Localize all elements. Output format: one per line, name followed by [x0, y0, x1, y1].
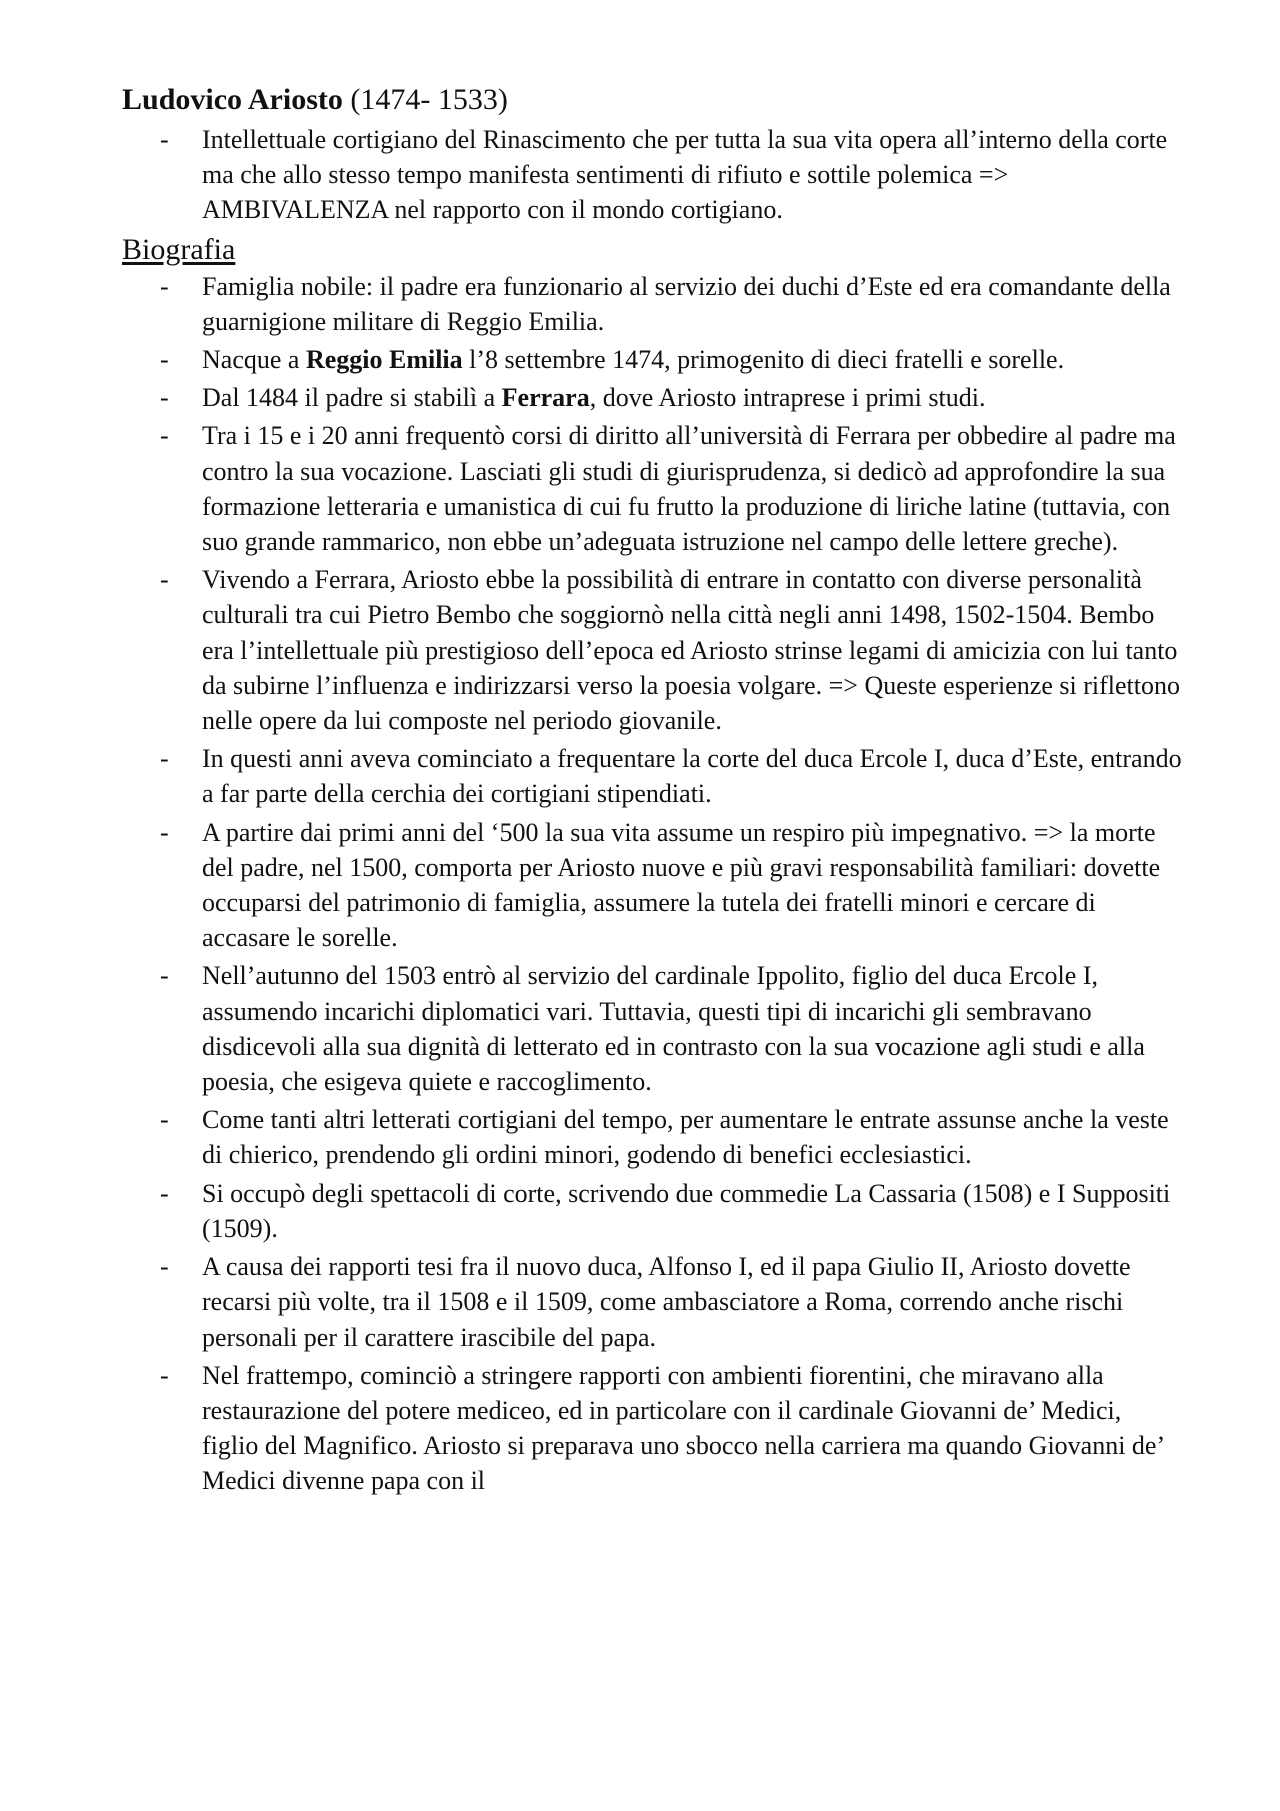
list-item-text-bold: Ferrara [501, 383, 590, 413]
list-item-text-post: , dove Ariosto intraprese i primi studi. [589, 383, 986, 413]
list-item-text: Nell’autunno del 1503 entrò al servizio del cardinale Ippolito, figlio del duca Ercole I, assumendo incarichi diplomatici vari. Tuttavia, questi tipi di incarichi gli sembravano disdicevoli alla sua dignità di letterato ed in contrasto con la sua vocazione agli studi e alla poesia, che esigeva quiete e raccoglimento. [202, 961, 1145, 1097]
bullet-dash: - [160, 271, 169, 301]
list-item [122, 380, 1182, 415]
list-item-text: In questi anni aveva cominciato a frequentare la corte del duca Ercole I, duca d’Este, entrando a far parte della cerchia dei cortigiani stipendiati. [202, 744, 1182, 809]
list-item [122, 418, 1182, 559]
bullet-dash: - [160, 383, 169, 413]
list-item [122, 1249, 1182, 1355]
list-item-text-bold: Reggio Emilia [305, 345, 463, 375]
page-title [122, 78, 1182, 122]
list-item [122, 269, 1182, 339]
list-item-text: A partire dai primi anni del ‘500 la sua vita assume un respiro più impegnativo. => la morte del padre, nel 1500, comporta per Ariosto nuove e più gravi responsabilità familiari: dovette occuparsi del patrimonio di famiglia, assumere la tutela dei fratelli minori e cercare di accasare le sorelle. [202, 817, 1161, 953]
list-item-text: Famiglia nobile: il padre era funzionario al servizio dei duchi d’Este ed era comandante della guarnigione militare di Reggio Emilia. [202, 271, 1171, 336]
list-item-text: Come tanti altri letterati cortigiani del tempo, per aumentare le entrate assunse anche la veste di chierico, prendendo gli ordini minori, godendo di benefici ecclesiastici. [202, 1105, 1169, 1170]
list-item-text: Nel frattempo, cominciò a stringere rapporti con ambienti fiorentini, che miravano alla restaurazione del potere mediceo, ed in particolare con il cardinale Giovanni de’ Medici, figlio del Magnifico. Ariosto si preparava uno sbocco nella carriera ma quando Giovanni de’ Medici divenne papa con il [202, 1360, 1164, 1496]
list-item-text-pre: Nacque a [202, 345, 306, 375]
title-dates: (1474- 1533) [350, 83, 508, 116]
bullet-dash: - [160, 345, 169, 375]
bullet-dash: - [160, 1105, 169, 1135]
bullet-dash: - [160, 421, 169, 451]
list-item-text: Tra i 15 e i 20 anni frequentò corsi di diritto all’università di Ferrara per obbedire al padre ma contro la sua vocazione. Lasciati gli studi di giurisprudenza, si dedicò ad approfondire la sua formazione letteraria e umanistica di cui fu frutto la produzione di liriche latine (tuttavia, con suo grande rammarico, non ebbe un’adeguata istruzione nel campo delle lettere greche). [202, 421, 1176, 557]
title-name: Ludovico Ariosto [122, 83, 343, 116]
document-page [122, 78, 1182, 1502]
bullet-dash: - [160, 961, 169, 991]
biography-list [122, 269, 1182, 1499]
bullet-dash: - [160, 1360, 169, 1390]
list-item [122, 122, 1182, 228]
list-item-text-pre: Dal 1484 il padre si stabilì a [202, 383, 502, 413]
list-item [122, 562, 1182, 738]
list-item [122, 1102, 1182, 1172]
list-item [122, 342, 1182, 377]
intro-list [122, 122, 1182, 228]
list-item-text: A causa dei rapporti tesi fra il nuovo duca, Alfonso I, ed il papa Giulio II, Ariosto dovette recarsi più volte, tra il 1508 e il 1509, come ambasciatore a Roma, correndo anche rischi personali per il carattere irascibile del papa. [202, 1252, 1131, 1352]
list-item [122, 741, 1182, 811]
list-item-text: Intellettuale cortigiano del Rinascimento che per tutta la sua vita opera all’interno della corte ma che allo stesso tempo manifesta sentimenti di rifiuto e sottile polemica => AMBIVALENZA nel rapporto con il mondo cortigiano. [202, 125, 1168, 225]
bullet-dash: - [160, 817, 169, 847]
list-item-text: Si occupò degli spettacoli di corte, scrivendo due commedie La Cassaria (1508) e I Suppositi (1509). [202, 1178, 1171, 1243]
section-heading-biografia: Biografia [122, 232, 236, 266]
bullet-dash: - [160, 565, 169, 595]
bullet-dash: - [160, 1178, 169, 1208]
list-item-text: Vivendo a Ferrara, Ariosto ebbe la possibilità di entrare in contatto con diverse personalità culturali tra cui Pietro Bembo che soggiornò nella città negli anni 1498, 1502-1504. Bembo era l’intellettuale più prestigioso dell’epoca ed Ariosto strinse legami di amicizia con lui tanto da subirne l’influenza e indirizzarsi verso la poesia volgare. => Queste esperienze si riflettono nelle opere da lui composte nel periodo giovanile. [202, 565, 1180, 736]
bullet-dash: - [160, 125, 169, 154]
list-item [122, 958, 1182, 1099]
list-item-text-post: l’8 settembre 1474, primogenito di dieci fratelli e sorelle. [462, 345, 1065, 375]
bullet-dash: - [160, 744, 169, 774]
list-item [122, 1176, 1182, 1246]
list-item [122, 1358, 1182, 1499]
list-item [122, 815, 1182, 956]
bullet-dash: - [160, 1252, 169, 1282]
